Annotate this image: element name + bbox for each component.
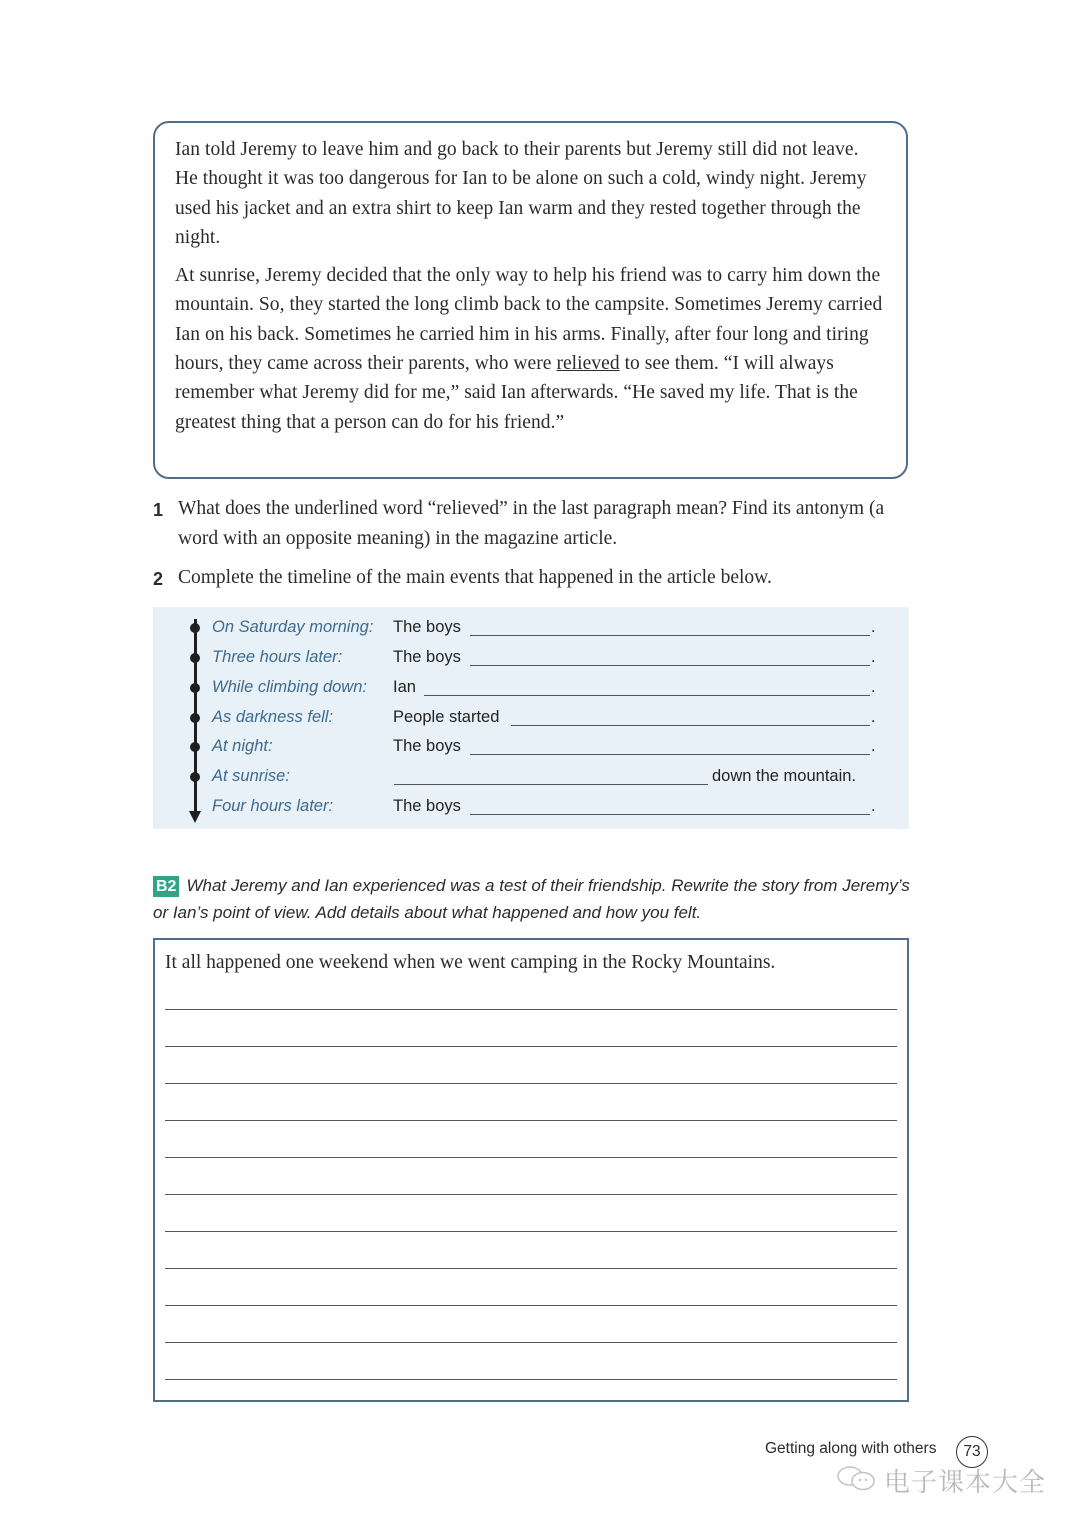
timeline-label: At sunrise:: [212, 767, 290, 785]
timeline-dot-icon: [190, 653, 200, 663]
underlined-word: relieved: [556, 353, 620, 375]
timeline-dot-icon: [190, 683, 200, 693]
timeline-label: Four hours later:: [212, 797, 334, 815]
section-title: Getting along with others: [765, 1440, 937, 1457]
writing-area[interactable]: [153, 938, 909, 1402]
prompt-text: What Jeremy and Ian experienced was a test of their friendship. Rewrite the story from Jeremy’s or Ian’s point of view. Add details about what happened and how you felt.: [153, 876, 910, 922]
timeline-prefix: The boys: [393, 618, 461, 636]
b2-writing-prompt: [153, 873, 913, 926]
timeline-row: [153, 673, 909, 703]
timeline-label: On Saturday morning:: [212, 618, 374, 636]
timeline-row: [153, 643, 909, 673]
story-paragraph-1: Ian told Jeremy to leave him and go back to their parents but Jeremy still did not leave. He thought it was too dangerous for Ian to be alone on such a cold, windy night. Jeremy used his jacket and an extra shirt to keep Ian warm and they rested together through the night.: [175, 139, 867, 248]
timeline-dot-icon: [190, 623, 200, 633]
timeline-row: [153, 703, 909, 733]
question-1: [153, 494, 913, 554]
timeline-prefix: The boys: [393, 648, 461, 666]
timeline-dot-icon: [190, 742, 200, 752]
writing-line[interactable]: [165, 1194, 897, 1195]
timeline-dot-icon: [190, 772, 200, 782]
writing-line[interactable]: [165, 1268, 897, 1269]
answer-blank[interactable]: [470, 635, 870, 636]
answer-blank[interactable]: [424, 695, 870, 696]
question-text: Complete the timeline of the main events that happened in the article below.: [178, 567, 772, 588]
writing-line[interactable]: [165, 1009, 897, 1010]
timeline-label: At night:: [212, 737, 273, 755]
timeline-suffix: .: [871, 678, 876, 696]
timeline-prefix: Ian: [393, 678, 416, 696]
answer-blank[interactable]: [470, 754, 870, 755]
timeline-suffix: .: [871, 737, 876, 755]
timeline-label: While climbing down:: [212, 678, 367, 696]
timeline-row: [153, 762, 909, 792]
writing-line[interactable]: [165, 1305, 897, 1306]
answer-blank[interactable]: [470, 814, 870, 815]
timeline-row: [153, 613, 909, 643]
timeline-suffix: down the mountain.: [712, 767, 857, 785]
timeline-row: [153, 792, 909, 822]
writing-line[interactable]: [165, 1046, 897, 1047]
writing-line[interactable]: [165, 1342, 897, 1343]
answer-blank[interactable]: [470, 665, 870, 666]
question-number: 2: [153, 569, 164, 589]
story-paragraph-2: [175, 261, 886, 437]
writing-line[interactable]: [165, 1083, 897, 1084]
writing-line[interactable]: [165, 1157, 897, 1158]
story-starter: It all happened one weekend when we went camping in the Rocky Mountains.: [165, 952, 776, 973]
timeline-suffix: .: [871, 797, 876, 815]
timeline-suffix: .: [871, 618, 876, 636]
writing-line[interactable]: [165, 1379, 897, 1380]
timeline-row: [153, 732, 909, 762]
timeline-label: Three hours later:: [212, 648, 343, 666]
timeline-prefix: People started: [393, 708, 500, 726]
answer-blank[interactable]: [511, 725, 870, 726]
timeline-prefix: The boys: [393, 797, 461, 815]
page-number: 73: [956, 1436, 988, 1468]
watermark-text: 电子课本大全: [884, 1468, 1047, 1498]
timeline-prefix: The boys: [393, 737, 461, 755]
writing-line[interactable]: [165, 1120, 897, 1121]
writing-line[interactable]: [165, 1231, 897, 1232]
question-number: 1: [153, 500, 164, 520]
level-badge: B2: [153, 876, 179, 897]
timeline-suffix: .: [871, 648, 876, 666]
question-text: What does the underlined word “relieved” in the last paragraph mean? Find its antonym (a word with an opposite meaning) in the magazine article.: [178, 498, 885, 549]
timeline-label: As darkness fell:: [212, 708, 334, 726]
chat-bubble-icon: [836, 1464, 880, 1494]
answer-blank[interactable]: [394, 784, 708, 785]
question-2: [153, 563, 913, 594]
story-text: At sunrise, Jeremy decided that the only way to help his friend was to carry him down the mountain. So, they started the long climb back to the campsite. Sometimes Jeremy carried Ian on his back. Sometimes he carried him in his arms. Finally, after four long and tiring hours, they came across their parents, who were: [175, 265, 883, 375]
story-excerpt-box: [153, 121, 908, 479]
timeline-suffix: .: [871, 708, 876, 726]
timeline-dot-icon: [190, 713, 200, 723]
timeline-exercise: [153, 607, 909, 829]
story-text: to see them. “I will always remember what Jeremy did for me,” said Ian afterwards. “He saved my life. That is the greatest thing that a person can do for his friend.”: [175, 353, 858, 433]
